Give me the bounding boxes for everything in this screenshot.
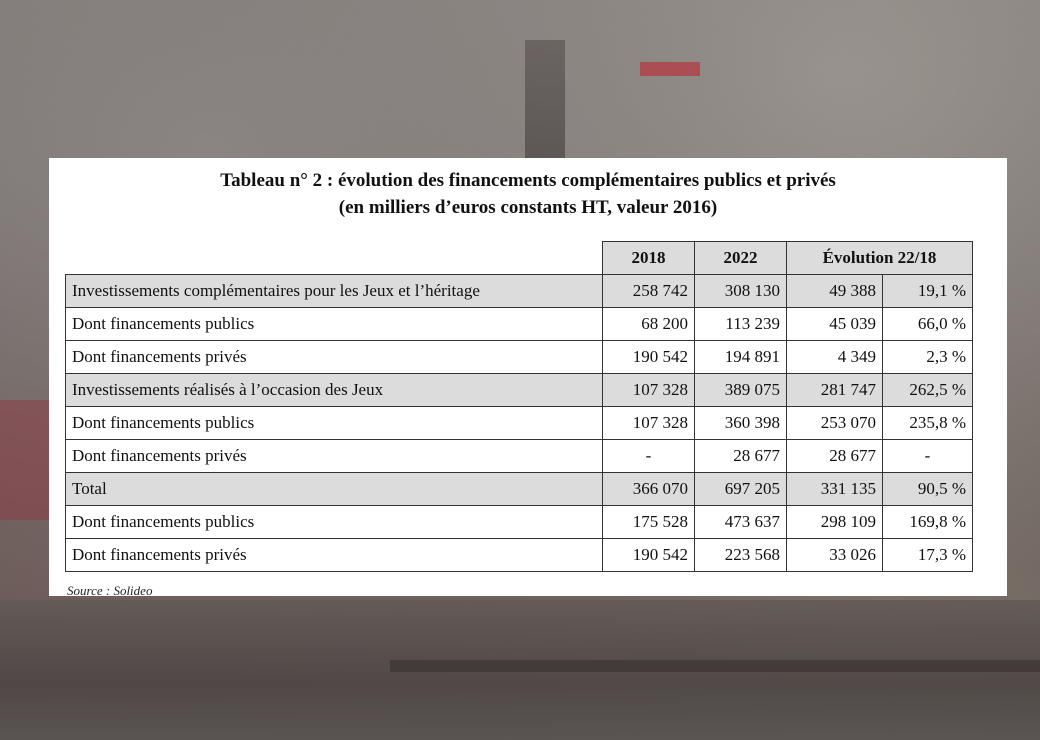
row-label: Investissements complémentaires pour les Jeux et l’héritage xyxy=(66,275,603,308)
cell-2022: 697 205 xyxy=(695,473,787,506)
cell-2022: 28 677 xyxy=(695,440,787,473)
cell-pct: 19,1 % xyxy=(883,275,973,308)
cell-pct: 66,0 % xyxy=(883,308,973,341)
cell-2018: 107 328 xyxy=(603,374,695,407)
cell-2022: 308 130 xyxy=(695,275,787,308)
row-label: Dont financements privés xyxy=(66,539,603,572)
table-row xyxy=(66,440,973,473)
cell-pct: - xyxy=(883,440,973,473)
cell-pct: 262,5 % xyxy=(883,374,973,407)
cell-diff: 33 026 xyxy=(787,539,883,572)
table-row xyxy=(66,539,973,572)
row-label: Dont financements privés xyxy=(66,440,603,473)
cell-2018: - xyxy=(603,440,695,473)
cell-2022: 194 891 xyxy=(695,341,787,374)
row-label: Dont financements publics xyxy=(66,506,603,539)
table-row xyxy=(66,374,973,407)
table-row xyxy=(66,407,973,440)
cell-diff: 45 039 xyxy=(787,308,883,341)
cell-diff: 4 349 xyxy=(787,341,883,374)
cell-2018: 190 542 xyxy=(603,539,695,572)
cell-2018: 68 200 xyxy=(603,308,695,341)
cell-2018: 366 070 xyxy=(603,473,695,506)
header-evolution: Évolution 22/18 xyxy=(787,242,973,275)
row-label: Total xyxy=(66,473,603,506)
table-row xyxy=(66,341,973,374)
background-beam xyxy=(390,660,1040,672)
cell-diff: 281 747 xyxy=(787,374,883,407)
cell-2018: 175 528 xyxy=(603,506,695,539)
table-row xyxy=(66,506,973,539)
header-2018: 2018 xyxy=(603,242,695,275)
title-line-1: Tableau n° 2 : évolution des financements complémentaires publics et privés xyxy=(220,170,836,191)
cell-2022: 113 239 xyxy=(695,308,787,341)
header-row xyxy=(66,242,973,275)
cell-pct: 90,5 % xyxy=(883,473,973,506)
cell-diff: 331 135 xyxy=(787,473,883,506)
table-row xyxy=(66,275,973,308)
cell-2022: 223 568 xyxy=(695,539,787,572)
row-label: Dont financements publics xyxy=(66,308,603,341)
background-red-sign xyxy=(640,62,700,76)
cell-2022: 360 398 xyxy=(695,407,787,440)
cell-2018: 190 542 xyxy=(603,341,695,374)
title-line-2: (en milliers d’euros constants HT, valeur 2016) xyxy=(338,197,718,218)
cell-2022: 389 075 xyxy=(695,374,787,407)
cell-pct: 169,8 % xyxy=(883,506,973,539)
cell-pct: 17,3 % xyxy=(883,539,973,572)
cell-2018: 258 742 xyxy=(603,275,695,308)
cell-diff: 298 109 xyxy=(787,506,883,539)
source-note: Source : Solideo xyxy=(67,583,153,598)
header-2022: 2022 xyxy=(695,242,787,275)
table-row xyxy=(66,308,973,341)
table-row xyxy=(66,473,973,506)
cell-2022: 473 637 xyxy=(695,506,787,539)
row-label: Investissements réalisés à l’occasion des Jeux xyxy=(66,374,603,407)
table-title xyxy=(49,167,1007,221)
cell-pct: 235,8 % xyxy=(883,407,973,440)
cell-diff: 253 070 xyxy=(787,407,883,440)
cell-diff: 49 388 xyxy=(787,275,883,308)
row-label: Dont financements publics xyxy=(66,407,603,440)
cell-2018: 107 328 xyxy=(603,407,695,440)
cell-diff: 28 677 xyxy=(787,440,883,473)
document-sheet xyxy=(49,158,1007,596)
financing-table xyxy=(65,241,973,572)
background-crane xyxy=(525,40,565,160)
header-empty-cell xyxy=(66,242,603,275)
background-red-structure xyxy=(0,400,50,520)
row-label: Dont financements privés xyxy=(66,341,603,374)
cell-pct: 2,3 % xyxy=(883,341,973,374)
